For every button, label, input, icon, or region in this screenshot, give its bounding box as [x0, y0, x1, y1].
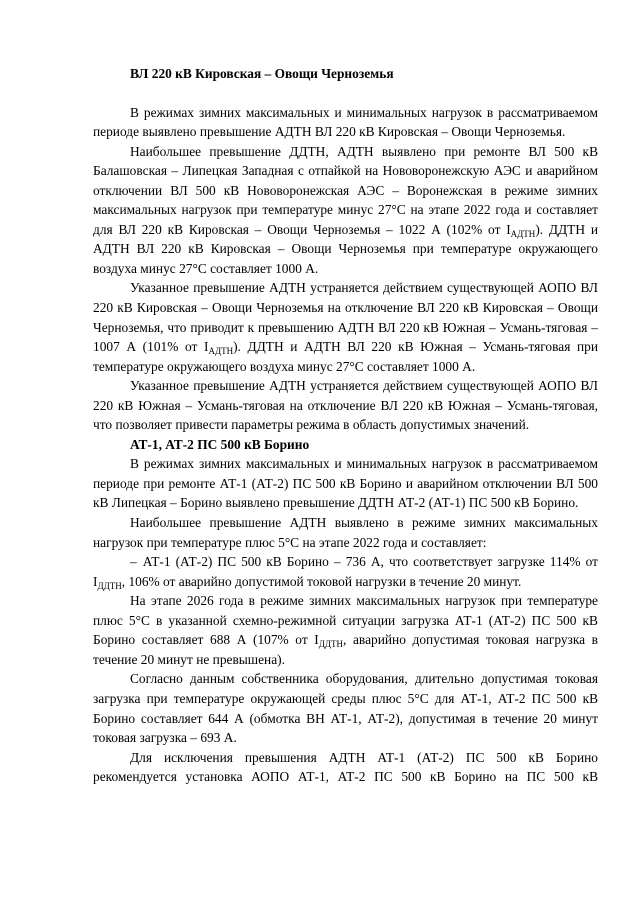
- subscript: АДТН: [510, 228, 536, 239]
- section-heading-kirovskaya: ВЛ 220 кВ Кировская – Овощи Черноземья: [130, 66, 394, 81]
- subscript: ДДТН: [97, 580, 122, 591]
- paragraph: Указанное превышение АДТН устраняется действием существующей АОПО ВЛ 220 кВ Южная – Усмань-тяговая на отключение ВЛ 220 кВ Южная – Усмань-тяговая, что позволяет привести параметры режима в область допустимых значений.: [93, 378, 598, 433]
- paragraph: Наибольшее превышение АДТН выявлено в режиме зимних максимальных нагрузок при температуре плюс 5°С на этапе 2022 года и составляет:: [93, 515, 598, 550]
- text-run: На этапе 2026 года в режиме зимних максимальных нагрузок при температуре плюс 5°С в указанной схемно-режимной ситуации загрузка АТ-1 (АТ-2) ПС 500 кВ Борино составляет 688 А (107% от I: [93, 593, 598, 648]
- document-page: [93, 64, 598, 787]
- paragraph: В режимах зимних максимальных и минимальных нагрузок в рассматриваемом периоде выявлено превышение АДТН ВЛ 220 кВ Кировская – Овощи Черноземья.: [93, 104, 598, 140]
- text-run: ). ДДТН и АДТН ВЛ 220 кВ Кировская – Овощи Черноземья при температуре окружающего воздуха минус 27°С составляет 1000 А.: [93, 221, 598, 276]
- section-heading-borino: АТ-1, АТ-2 ПС 500 кВ Борино: [130, 436, 310, 452]
- paragraph: Согласно данным собственника оборудования, длительно допустимая токовая загрузка при температуре окружающей среды плюс 5°С для АТ-1, АТ-2 ПС 500 кВ Борино составляет 644 А (обмотка ВН АТ-1, АТ-2), допустимая в течение 20 минут токовая загрузка – 693 А.: [93, 671, 598, 746]
- list-dash: –: [130, 554, 137, 570]
- paragraph: [93, 142, 598, 279]
- text-run: ). ДДТН и АДТН ВЛ 220 кВ Южная – Усмань-тяговая при температуре окружающего воздуха минус 27°С составляет 1000 А.: [93, 339, 598, 374]
- text-run: АТ-1 (АТ-2) ПС 500 кВ Борино – 736 А, что соответствует загрузке 114% от I: [93, 554, 598, 589]
- text-run: Наибольшее превышение ДДТН, АДТН выявлено при ремонте ВЛ 500 кВ Балашовская – Липецкая Западная с отпайкой на Нововоронежскую АЭС и аварийном отключении ВЛ 500 кВ Нововоронежская АЭС – Воронежская в режиме зимних максимальных нагрузок при температуре минус 27°С на этапе 2022 года и составляет для ВЛ 220 кВ Кировская – Овощи Черноземья – 1022 А (102% от I: [93, 143, 598, 237]
- text-run: , 106% от аварийно допустимой токовой нагрузки в течение 20 минут.: [121, 573, 522, 589]
- subscript: ДДТН: [318, 639, 344, 650]
- subscript: АДТН: [208, 346, 234, 357]
- list-item: [93, 552, 598, 591]
- text-run: , аварийно допустимая токовая нагрузка в течение 20 минут не превышена).: [93, 632, 599, 667]
- paragraph: Для исключения превышения АДТН АТ-1 (АТ-2) ПС 500 кВ Борино рекомендуется установка АОПО АТ-1, АТ-2 ПС 500 кВ Борино на ПС 500 кВ: [93, 749, 598, 785]
- text-run: Указанное превышение АДТН устраняется действием существующей АОПО ВЛ 220 кВ Кировская – Овощи Черноземья на отключение ВЛ 220 кВ Кировская – Овощи Черноземья, что приводит к превышению АДТН ВЛ 220 кВ Южная – Усмань-тяговая – 1007 А (101% от I: [93, 280, 598, 355]
- paragraph: [93, 278, 598, 376]
- paragraph: [93, 591, 598, 669]
- paragraph: В режимах зимних максимальных и минимальных нагрузок в рассматриваемом периоде при ремонте АТ-1 (АТ-2) ПС 500 кВ Борино и аварийном отключении ВЛ 500 кВ Липецкая – Борино выявлено превышение ДДТН АТ-2 (АТ-1) ПС 500 кВ Борино.: [93, 456, 598, 511]
